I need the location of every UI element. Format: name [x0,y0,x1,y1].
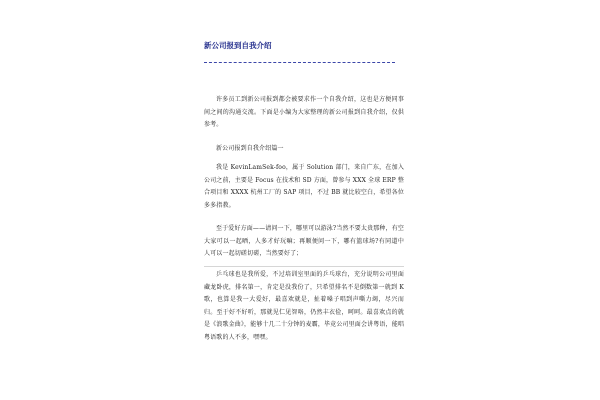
body-paragraph-3: 乒乓球也是我所爱，不过培训室里面的乒乓球台，充分说明公司里面藏龙卧虎，排名第一，肯定是没我份了，只希望排名不是倒数第一就到 K 歌，也算是我一大爱好，最喜欢就是，扯着嗓子唱到声嘶力竭，尽兴而归。至于好不好听，那就见仁见智咯，仍然丰衣俭，呵呵。最喜欢点的就是《浪歌金曲》，能够十几二十分钟的麦霸，毕竟公司里面会讲粤语，能唱粤语歌的人不多，嘿嘿。 [204,266,404,345]
body-paragraph-2: 至于爱好方面——请问一下，哪里可以游泳?当然不要太贵那种，有空大家可以一起晒，人多才好玩嘛；再顺便问一下，哪有篮球场?有同道中人可以一起切磋切磋，当然要好了； [204,225,404,258]
intro-paragraph: 许多员工到新公司报到都会被要求作一个自我介绍，这也是方便同事间之间的沟通交流。下面是小编为大家整理的新公司报到自我介绍，仅供参考。 [204,96,404,129]
page-title: 新公司报到自我介绍 [204,41,272,50]
body-paragraph-1: 我是 KevinLamSek-foo，属于 Solution 部门，来自广东，在加入公司之前，主要是 Focus 在技术和 SD 方面，曾参与 XXX 全球 ERP 整合项目和 XXXX 杭州工厂的 SAP 项目，不过 BB 就比较空白，希望各位多多指教。 [204,164,404,209]
section-heading: 新公司报到自我介绍篇一 [216,145,284,152]
title-divider [204,62,395,63]
